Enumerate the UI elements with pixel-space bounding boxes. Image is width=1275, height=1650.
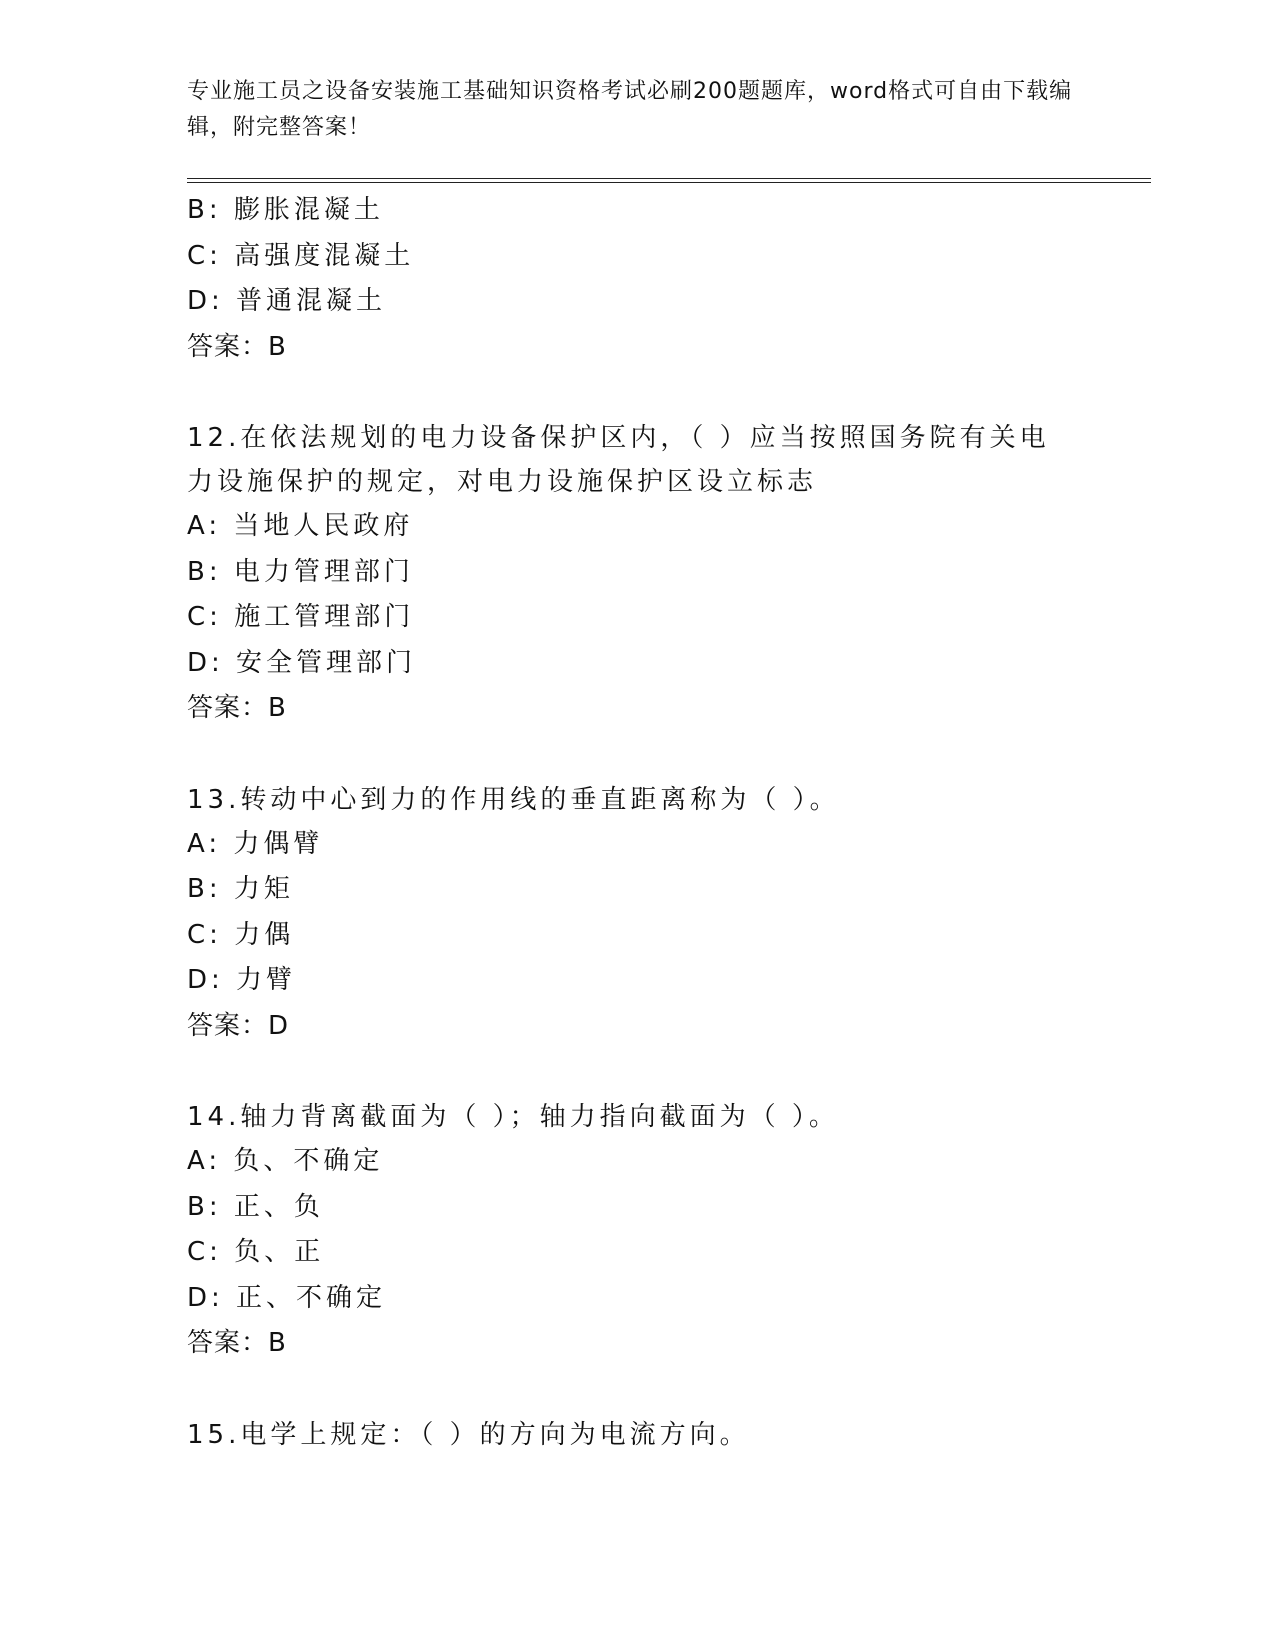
option-b: B: 电力管理部门: [187, 556, 414, 587]
option-c: C: 负、正: [187, 1237, 325, 1267]
option-a: A: 负、不确定: [187, 1146, 384, 1176]
option-d: D: 力臂: [187, 965, 297, 995]
question-11-continuation: [187, 188, 1087, 370]
question-stem: 12.在依法规划的电力设备保护区内，（ ）应当按照国务院有关电力设施保护的规定，对电力设施保护区设立标志: [187, 423, 1050, 497]
option-c: C: 施工管理部门: [187, 602, 415, 632]
answer-line: 答案：B: [187, 693, 287, 723]
option-c: C: 力偶: [187, 919, 295, 950]
question-list: [187, 188, 1087, 1457]
question-12: [187, 416, 1087, 732]
option-c: C: 高强度混凝土: [187, 240, 415, 271]
question-15: [187, 1413, 1087, 1457]
option-d: D: 安全管理部门: [187, 647, 417, 678]
answer-line: 答案：B: [187, 1328, 287, 1358]
option-d: D: 正、不确定: [187, 1282, 387, 1313]
page-header: [187, 74, 1087, 146]
answer-line: 答案：B: [187, 331, 287, 362]
question-stem: 14.轴力背离截面为（ ）；轴力指向截面为（ ）。: [187, 1102, 839, 1132]
header-divider: [187, 178, 1151, 183]
option-a: A: 当地人民政府: [187, 511, 414, 541]
option-b: B: 膨胀混凝土: [187, 195, 384, 225]
question-stem: 15.电学上规定：（ ）的方向为电流方向。: [187, 1419, 750, 1450]
option-a: A: 力偶臂: [187, 828, 324, 859]
document-title: 专业施工员之设备安装施工基础知识资格考试必刷200题题库，word格式可自由下载编辑，附完整答案！: [187, 79, 1073, 140]
option-b: B: 正、负: [187, 1191, 324, 1222]
question-13: [187, 778, 1087, 1050]
option-d: D: 普通混凝土: [187, 286, 387, 316]
answer-line: 答案：D: [187, 1010, 290, 1041]
question-14: [187, 1095, 1087, 1367]
question-stem: 13.转动中心到力的作用线的垂直距离称为（ ）。: [187, 784, 840, 815]
option-b: B: 力矩: [187, 874, 294, 904]
